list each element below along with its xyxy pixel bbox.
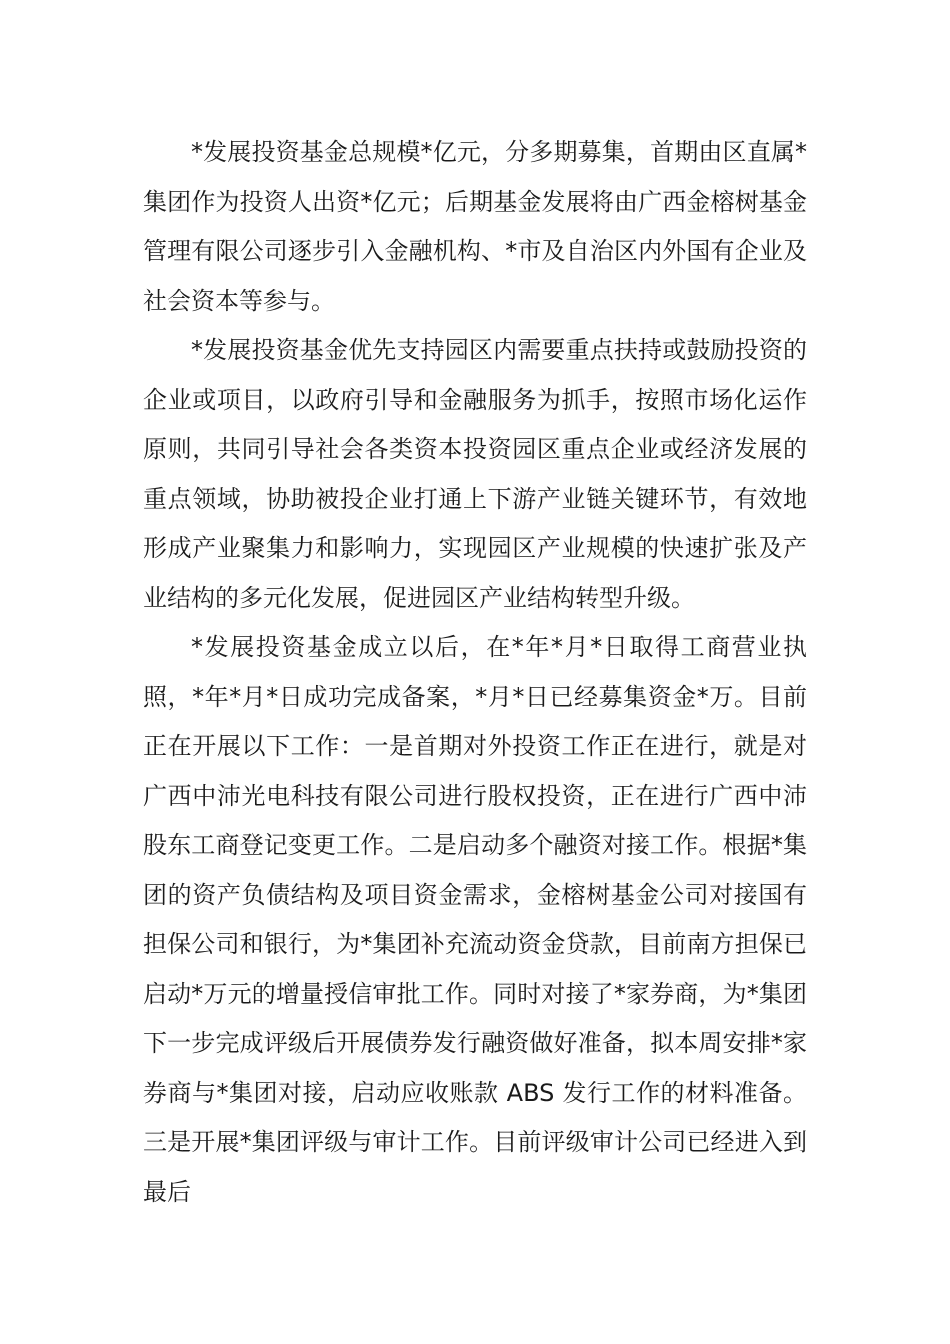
document-body xyxy=(143,128,807,1217)
paragraph-fund-progress: *发展投资基金成立以后，在*年*月*日取得工商营业执照，*年*月*日成功完成备案，*月*日已经募集资金*万。目前正在开展以下工作：一是首期对外投资工作正在进行，就是对广西中沛光电科技有限公司进行股权投资，正在进行广西中沛股东工商登记变更工作。二是启动多个融资对接工作。根据*集团的资产负债结构及项目资金需求，金榕树基金公司对接国有担保公司和银行，为*集团补充流动资金贷款，目前南方担保已启动*万元的增量授信审批工作。同时对接了*家券商，为*集团下一步完成评级后开展债券发行融资做好准备，拟本周安排*家券商与*集团对接，启动应收账款 ABS 发行工作的材料准备。三是开展*集团评级与审计工作。目前评级审计公司已经进入到最后 xyxy=(143,633,807,1206)
paragraph-fund-scale: *发展投资基金总规模*亿元，分多期募集，首期由区直属*集团作为投资人出资*亿元；后期基金发展将由广西金榕树基金管理有限公司逐步引入金融机构、*市及自治区内外国有企业及社会资本等参与。 xyxy=(143,138,807,315)
paragraph-fund-priorities: *发展投资基金优先支持园区内需要重点扶持或鼓励投资的企业或项目，以政府引导和金融服务为抓手，按照市场化运作原则，共同引导社会各类资本投资园区重点企业或经济发展的重点领域，协助被投企业打通上下游产业链关键环节，有效地形成产业聚集力和影响力，实现园区产业规模的快速扩张及产业结构的多元化发展，促进园区产业结构转型升级。 xyxy=(143,336,807,612)
